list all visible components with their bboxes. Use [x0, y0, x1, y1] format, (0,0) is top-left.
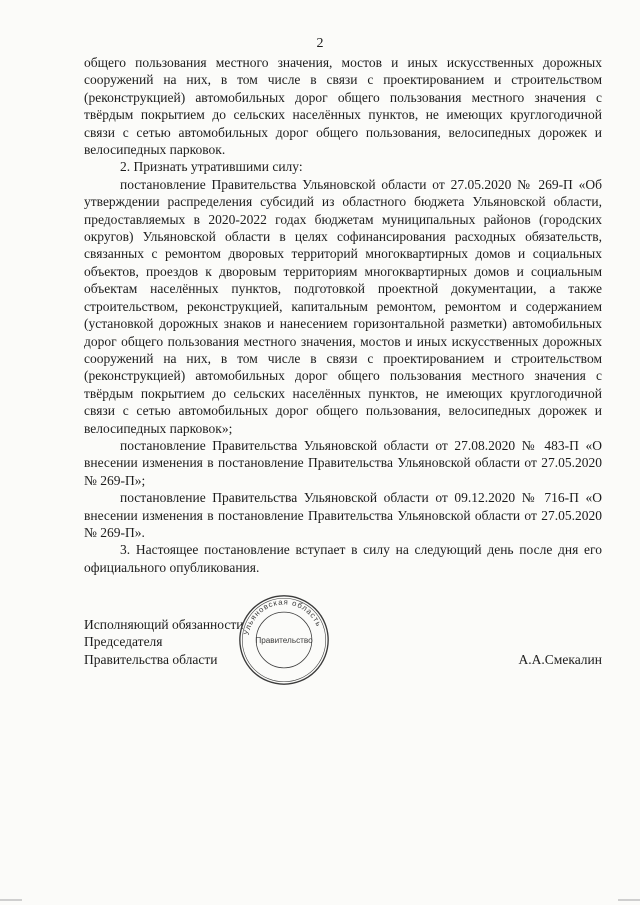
document-body: [84, 54, 602, 576]
svg-text:Ульяновская область: [242, 597, 324, 636]
paragraph-item-3: 3. Настоящее постановление вступает в силу на следующий день после дня его официального опубликования.: [84, 542, 602, 575]
scan-edge-mark: [0, 899, 22, 901]
signatory-name: А.А.Смекалин: [518, 651, 602, 667]
paragraph-repealed-269: постановление Правительства Ульяновской области от 27.05.2020 № 269-П «Об утверждении распределения субсидий из областного бюджета Ульяновской области, предоставляемых в 2020-2022 годах бюджетам муниципальных районов (городских округов) Ульяновской области в целях софинансирования расходных обязательств, связанных с ремонтом дворовых территорий многоквартирных домов и социальных объектов, проездов к дворовым территориям многоквартирных домов и социальным объектам населённых пунктов, подготовкой проектной документации, а также строительством, реконструкцией, капитальным ремонтом, ремонтом и содержанием (установкой дорожных знаков и нанесением горизонтальной разметки) автомобильных дорог общего пользования местного значения, мостов и иных искусственных дорожных сооружений на них, в том числе в связи с проектированием и строительством (реконструкцией) автомобильных дорог общего пользования местного значения с твёрдым покрытием до сельских населённых пунктов, не имеющих круглогодичной связи с сетью автомобильных дорог общего пользования, велосипедных дорожек и велосипедных парковок»;: [84, 176, 602, 436]
signatory-title-line-2: Председателя: [84, 634, 163, 650]
signatory-title: [84, 616, 243, 668]
official-seal-stamp: [236, 592, 332, 688]
stamp-center-text: Правительство: [255, 635, 313, 645]
signatory-title-line-1: Исполняющий обязанности: [84, 617, 244, 632]
stamp-ring-text: Ульяновская область: [241, 597, 324, 636]
signatory-title-line-3: Правительства области: [84, 651, 218, 667]
scan-edge-mark: [618, 899, 640, 901]
paragraph-repealed-483: постановление Правительства Ульяновской области от 27.08.2020 № 483-П «О внесении изменения в постановление Правительства Ульяновской области от 27.05.2020 № 269-П»;: [84, 437, 602, 488]
paragraph-item-2: 2. Признать утратившими силу:: [120, 159, 303, 175]
paragraph-continuation: общего пользования местного значения, мостов и иных искусственных дорожных сооружений на них, в том числе в связи с проектированием и строительством (реконструкцией) автомобильных дорог общего пользования местного значения с твёрдым покрытием до сельских населённых пунктов, не имеющих круглогодичной связи с сетью автомобильных дорог общего пользования, велосипедных дорожек и велосипедных парковок.: [84, 55, 602, 158]
signature-block: [84, 597, 602, 696]
page-number: 2: [316, 36, 324, 51]
paragraph-repealed-716: постановление Правительства Ульяновской области от 09.12.2020 № 716-П «О внесении изменения в постановление Правительства Ульяновской области от 27.05.2020 № 269-П».: [84, 490, 602, 540]
